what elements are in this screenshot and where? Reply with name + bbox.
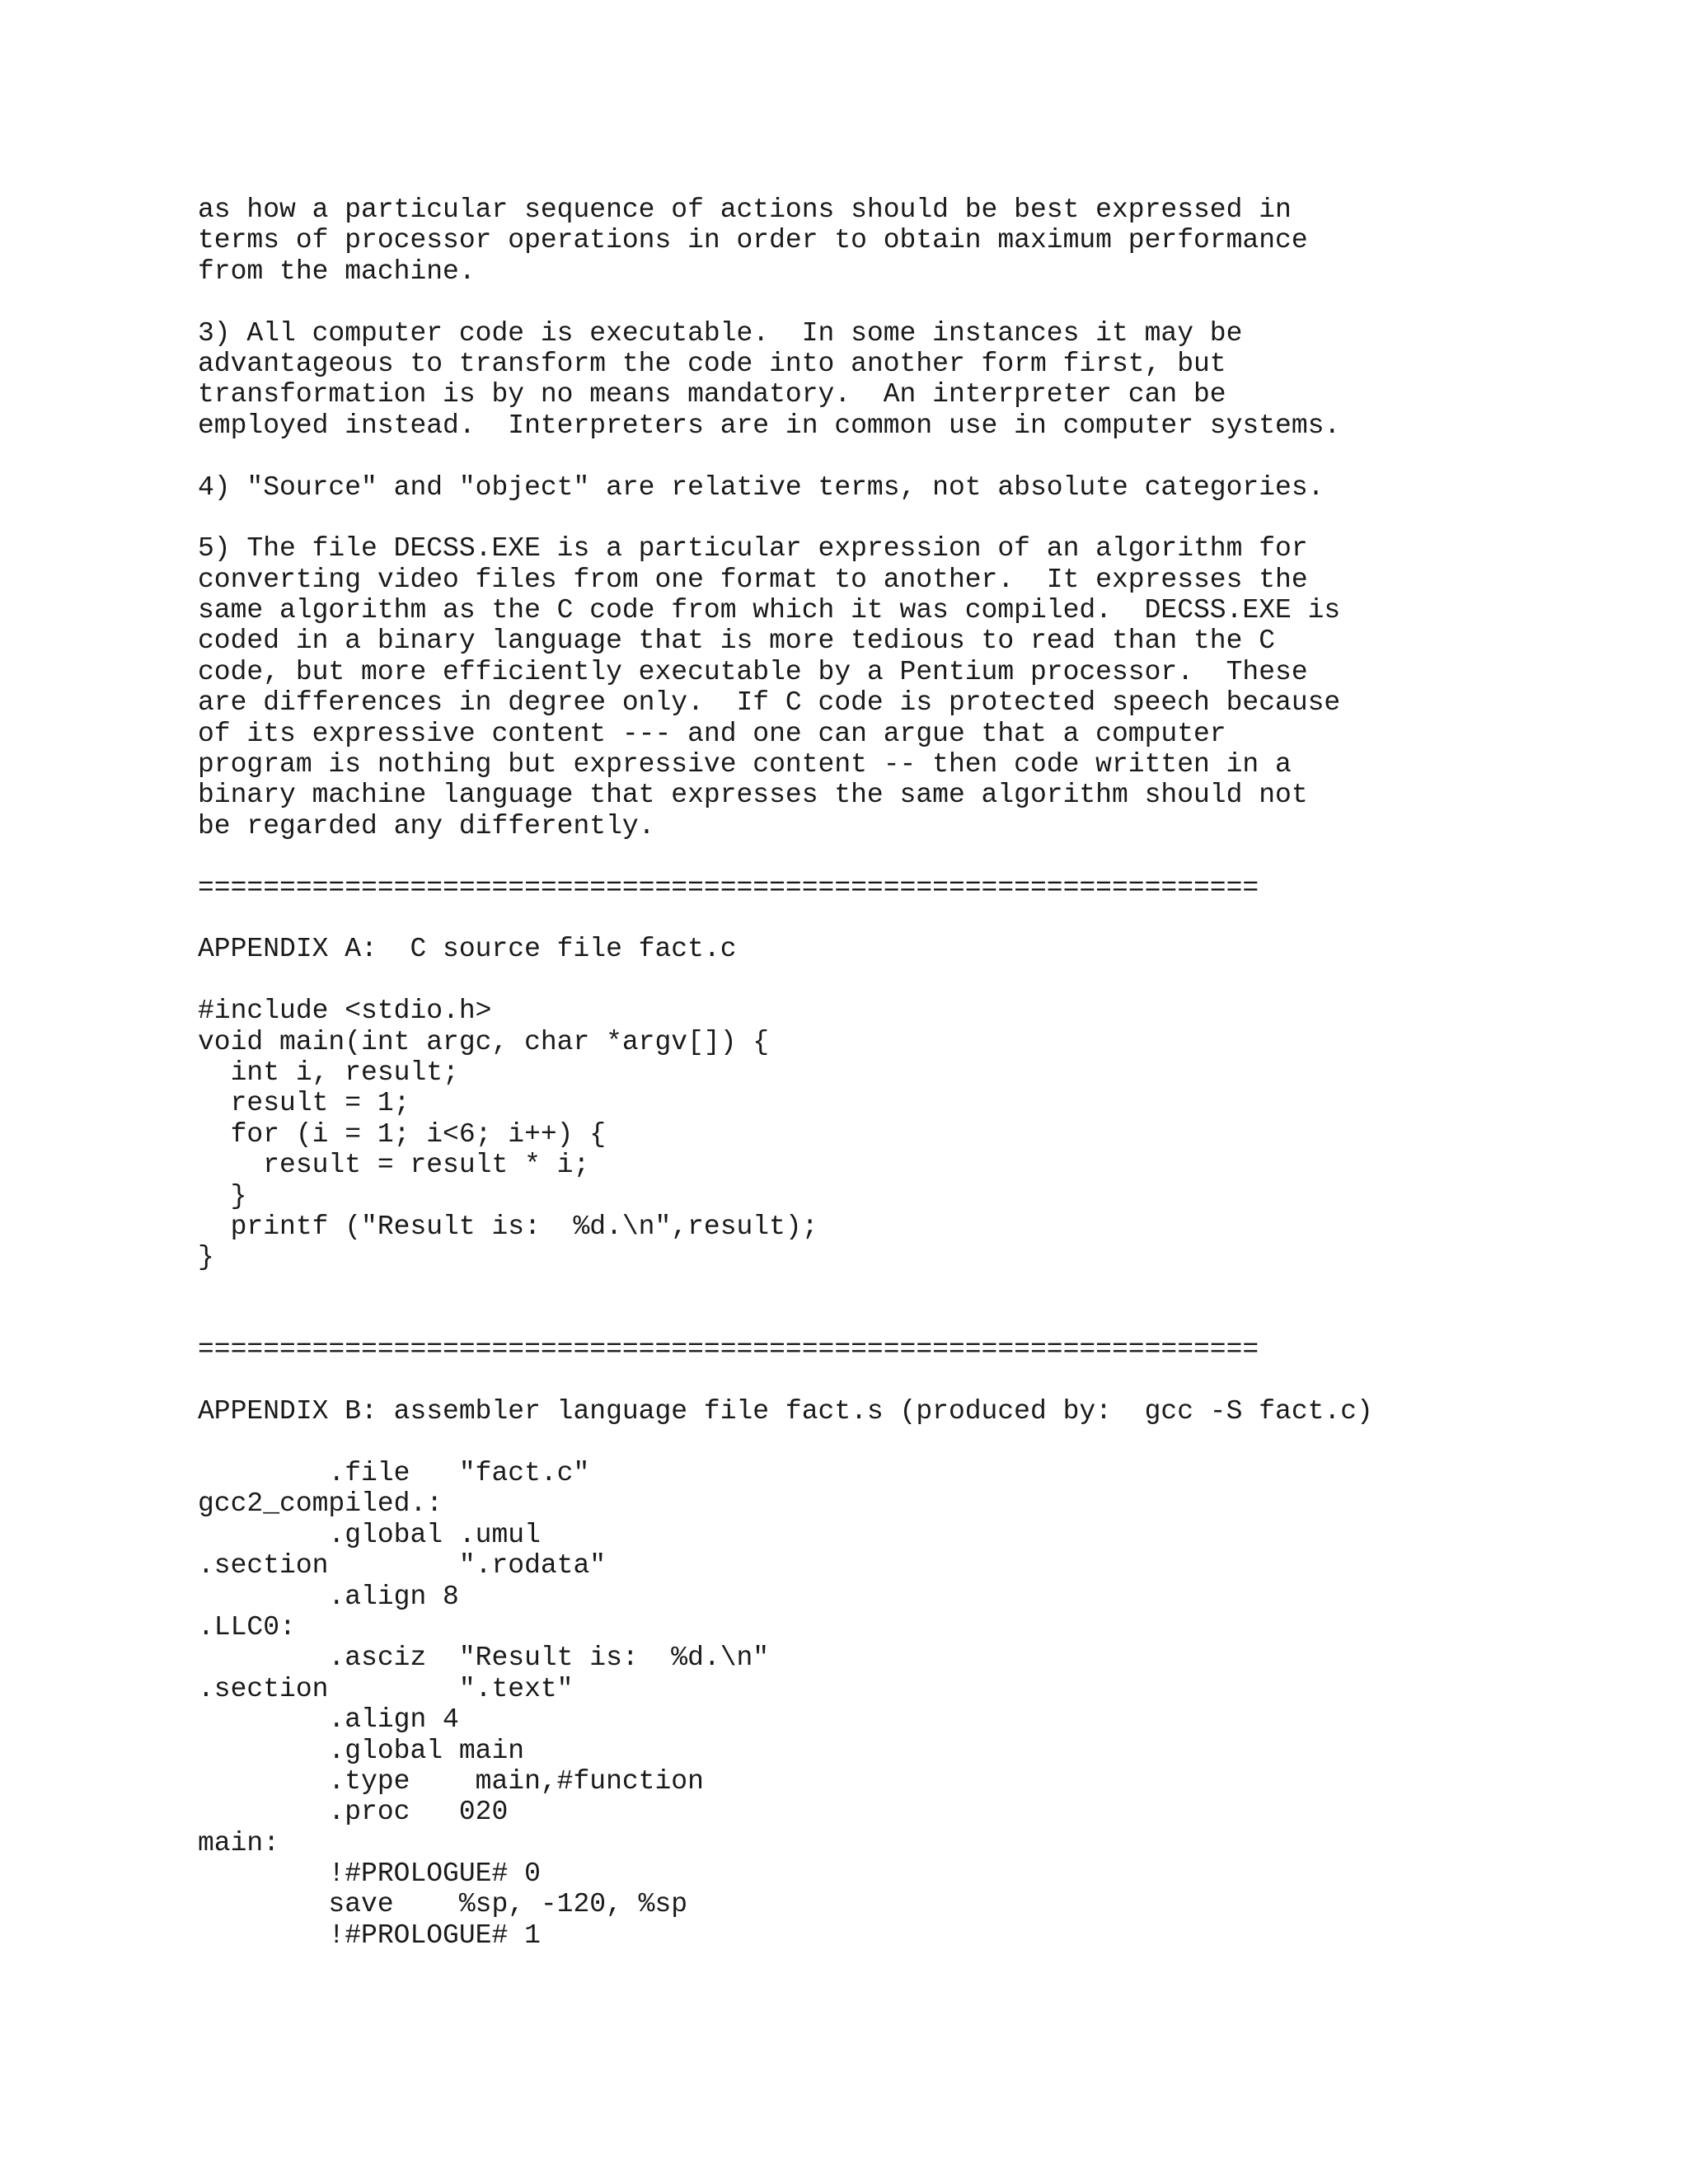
text-line: be regarded any differently.: [198, 810, 655, 841]
code-line: for (i = 1; i<6; i++) {: [198, 1118, 607, 1150]
text-line: 4) "Source" and "object" are relative terms, not absolute categories.: [198, 471, 1325, 503]
asm-line: !#PROLOGUE# 1: [198, 1919, 541, 1951]
blank-line: [198, 441, 1665, 471]
asm-line: .align 4: [198, 1704, 459, 1736]
code-line: int i, result;: [198, 1057, 459, 1088]
appendix-a-heading: APPENDIX A: C source file fact.c: [198, 934, 737, 965]
separator-line: =================================================================: [198, 872, 1259, 903]
text-line: 3) All computer code is executable. In some instances it may be: [198, 317, 1243, 349]
blank-line: [198, 903, 1665, 934]
asm-line: !#PROLOGUE# 0: [198, 1858, 541, 1890]
appendix-b-heading: APPENDIX B: assembler language file fact.s (produced by: gcc -S fact.c): [198, 1396, 1373, 1427]
asm-line: .global main: [198, 1735, 525, 1766]
text-line: of its expressive content --- and one can argue that a computer: [198, 718, 1226, 749]
asm-line: .type main,#function: [198, 1765, 704, 1797]
text-line: code, but more efficiently executable by a Pentium processor. These: [198, 656, 1308, 687]
document-body: [198, 194, 1665, 1951]
text-line: 5) The file DECSS.EXE is a particular expression of an algorithm for: [198, 533, 1308, 565]
code-line: #include <stdio.h>: [198, 996, 492, 1027]
text-line: transformation is by no means mandatory. An interpreter can be: [198, 379, 1226, 410]
separator-line: =================================================================: [198, 1334, 1259, 1366]
asm-line: .section ".text": [198, 1673, 574, 1704]
text-line: employed instead. Interpreters are in common use in computer systems.: [198, 410, 1341, 441]
text-line: program is nothing but expressive content -- then code written in a: [198, 749, 1292, 780]
text-line: terms of processor operations in order to obtain maximum performance: [198, 225, 1308, 256]
blank-line: [198, 1427, 1665, 1458]
text-line: coded in a binary language that is more tedious to read than the C: [198, 626, 1276, 657]
blank-line: [198, 1304, 1665, 1334]
text-line: converting video files from one format to another. It expresses the: [198, 564, 1308, 595]
asm-line: .asciz "Result is: %d.\n": [198, 1643, 770, 1674]
text-line: advantageous to transform the code into another form first, but: [198, 348, 1226, 379]
asm-line: .section ".rodata": [198, 1550, 607, 1582]
code-line: result = 1;: [198, 1088, 410, 1119]
blank-line: [198, 1366, 1665, 1396]
text-line: are differences in degree only. If C code is protected speech because: [198, 687, 1341, 719]
asm-line: .proc 020: [198, 1797, 509, 1828]
asm-line: .file "fact.c": [198, 1458, 590, 1489]
code-line: }: [198, 1180, 247, 1212]
asm-line: gcc2_compiled.:: [198, 1488, 443, 1520]
code-line: void main(int argc, char *argv[]) {: [198, 1026, 770, 1057]
blank-line: [198, 287, 1665, 317]
blank-line: [198, 503, 1665, 533]
asm-line: .global .umul: [198, 1519, 541, 1550]
asm-line: main:: [198, 1827, 280, 1858]
text-line: binary machine language that expresses the same algorithm should not: [198, 780, 1308, 811]
blank-line: [198, 965, 1665, 996]
code-line: result = result * i;: [198, 1150, 590, 1181]
asm-line: .align 8: [198, 1581, 459, 1612]
asm-line: .LLC0:: [198, 1611, 296, 1643]
text-line: as how a particular sequence of actions should be best expressed in: [198, 194, 1292, 225]
blank-line: [198, 1273, 1665, 1304]
code-line: printf ("Result is: %d.\n",result);: [198, 1211, 818, 1242]
code-line: }: [198, 1242, 214, 1273]
text-line: from the machine.: [198, 255, 476, 287]
asm-line: save %sp, -120, %sp: [198, 1889, 688, 1920]
blank-line: [198, 841, 1665, 872]
text-line: same algorithm as the C code from which it was compiled. DECSS.EXE is: [198, 595, 1341, 626]
